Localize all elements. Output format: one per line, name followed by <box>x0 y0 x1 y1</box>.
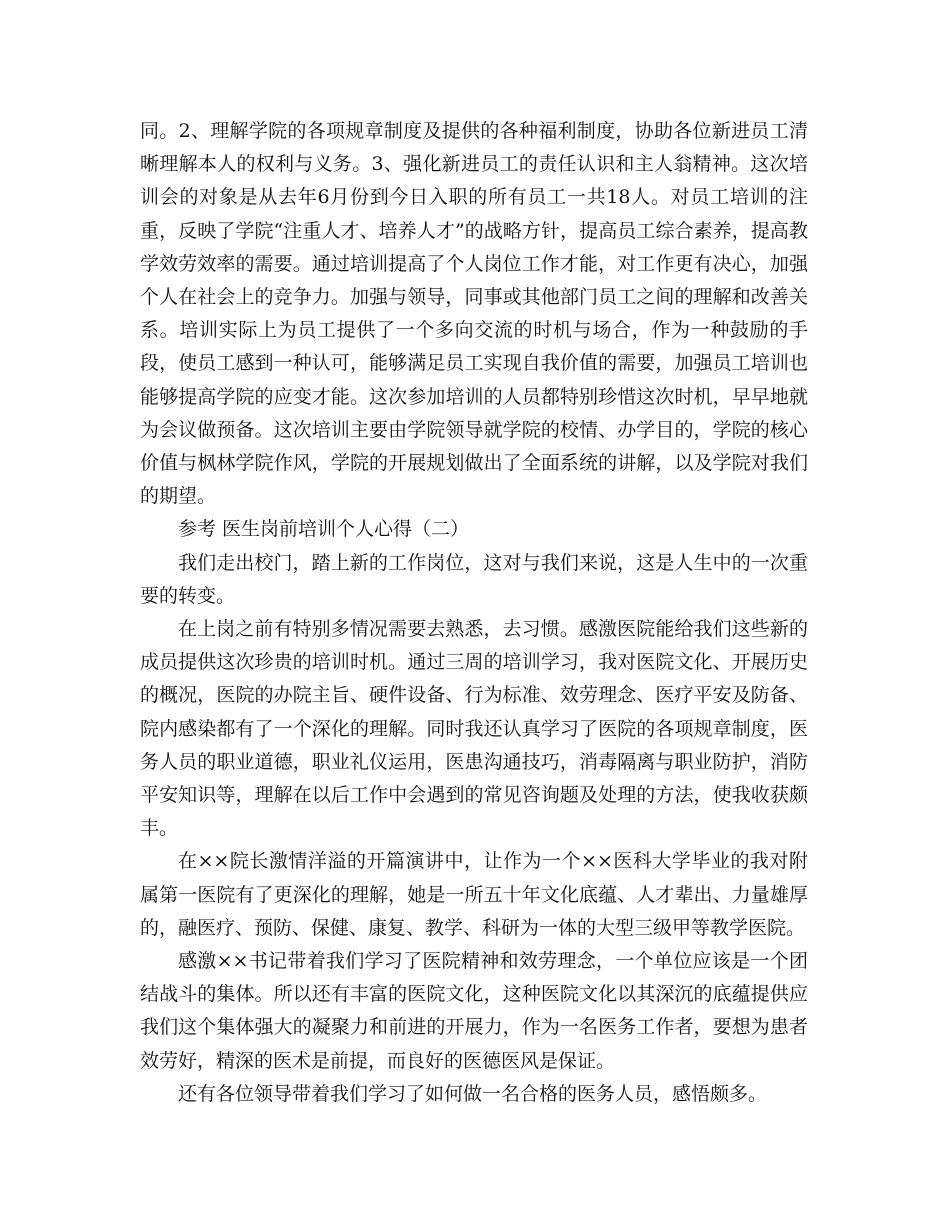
paragraph-training-content: 在上岗之前有特别多情况需要去熟悉，去习惯。感激医院能给我们这些新的成员提供这次珍贵的培训时机。通过三周的培训学习，我对医院文化、开展历史的概况，医院的办院主旨、硬件设备、行为标准、效劳理念、医疗平安及防备、院内感染都有了一个深化的理解。同时我还认真学习了医院的各项规章制度，医务人员的职业道德，职业礼仪运用，医患沟通技巧，消毒隔离与职业防护，消防平安知识等，理解在以后工作中会遇到的常见咨询题及处理的方法，使我收获颇丰。 <box>140 618 808 840</box>
paragraph-hospital-culture: 感激××书记带着我们学习了医院精神和效劳理念，一个单位应该是一个团结战斗的集体。所以还有丰富的医院文化，这种医院文化以其深沉的底蕴提供应我们这个集体强大的凝聚力和前进的开展力，作为一名医务工作者，要想为患者效劳好，精深的医术是前提，而良好的医德医风是保证。 <box>140 950 808 1072</box>
paragraph-intro: 我们走出校门，踏上新的工作岗位，这对与我们来说，这是人生中的一次重要的转变。 <box>140 551 808 607</box>
paragraph-president-speech: 在××院长激情洋溢的开篇演讲中，让作为一个××医科大学毕业的我对附属第一医院有了更深化的理解，她是一所五十年文化底蕴、人才辈出、力量雄厚的，融医疗、预防、保健、康复、教学、科研为一体的大型三级甲等教学医院。 <box>140 850 808 939</box>
section-heading: 参考 医生岗前培训个人心得（二） <box>178 518 470 541</box>
document-body <box>140 115 808 1111</box>
paragraph-closing: 还有各位领导带着我们学习了如何做一名合格的医务人员，感悟颇多。 <box>178 1082 768 1105</box>
paragraph-continued: 同。2、理解学院的各项规章制度及提供的各种福利制度，协助各位新进员工清晰理解本人的权利与义务。3、强化新进员工的责任认识和主人翁精神。这次培训会的对象是从去年6月份到今日入职的所有员工一共18人。对员工培训的注重，反映了学院“注重人才、培养人才”的战略方针，提高员工综合素养，提高教学效劳效率的需要。通过培训提高了个人岗位工作才能，对工作更有决心，加强个人在社会上的竞争力。加强与领导，同事或其他部门员工之间的理解和改善关系。培训实际上为员工提供了一个多向交流的时机与场合，作为一种鼓励的手段，使员工感到一种认可，能够满足员工实现自我价值的需要，加强员工培训也能够提高学院的应变才能。这次参加培训的人员都特别珍惜这次时机，早早地就为会议做预备。这次培训主要由学院领导就学院的校情、办学目的，学院的核心价值与枫林学院作风，学院的开展规划做出了全面系统的讲解，以及学院对我们的期望。 <box>140 120 808 508</box>
